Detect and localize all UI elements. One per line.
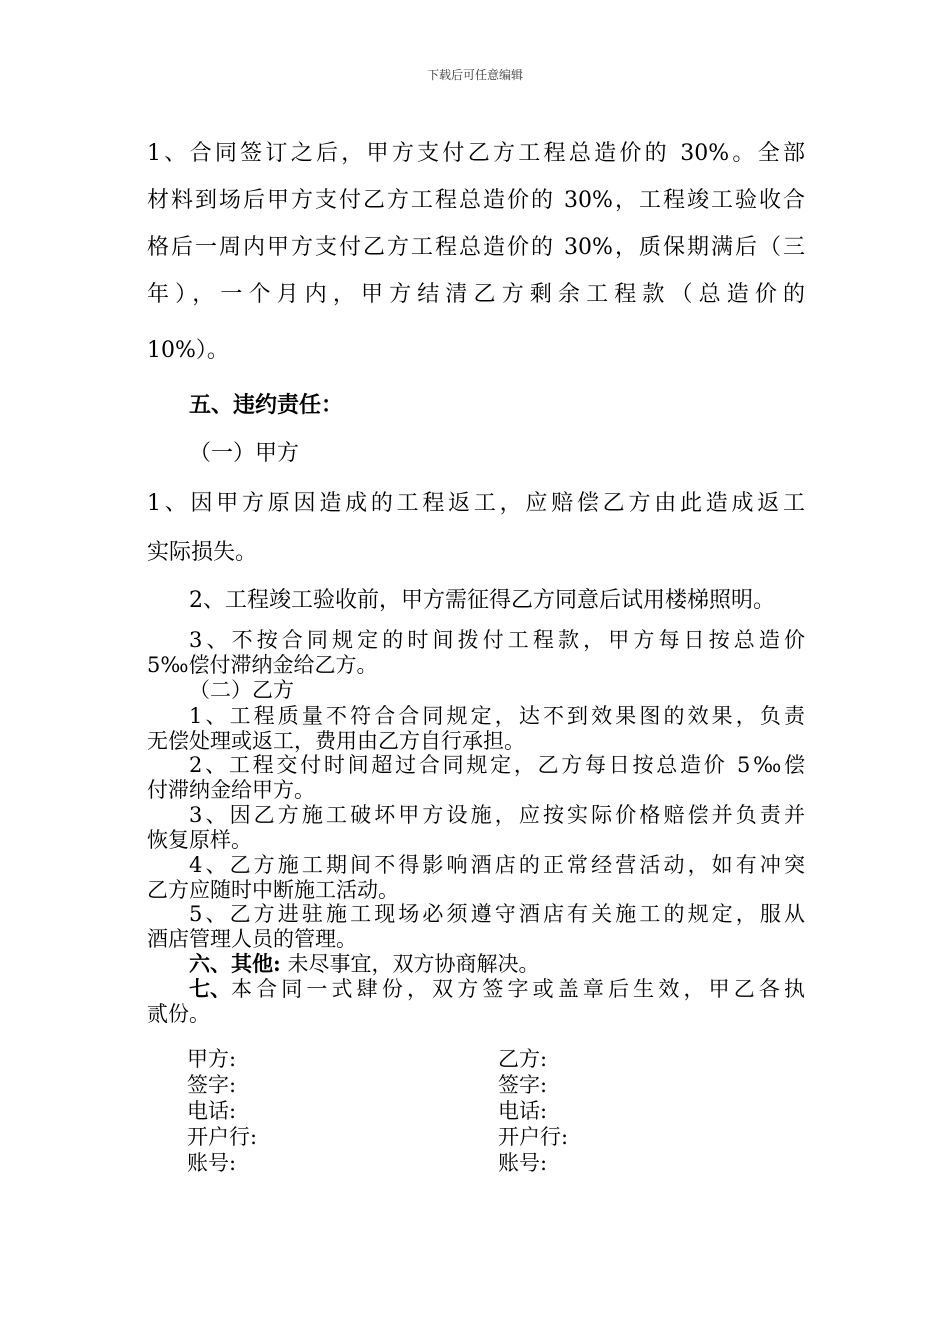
party-b-item1-line1: 1、工程质量不符合合同规定，达不到效果图的效果，负责 (189, 704, 805, 728)
section-7-text-1: 本合同一式肆份，双方签字或盖章后生效，甲乙各执 (231, 977, 805, 1001)
party-a-account-label: 账号: (187, 1151, 237, 1175)
party-a-item1-line2: 实际损失。 (147, 540, 258, 565)
party-b-account-label: 账号: (498, 1151, 548, 1175)
party-a-sign-label: 签字: (187, 1073, 237, 1097)
party-a-item2: 2、工程竣工验收前，甲方需征得乙方同意后试用楼梯照明。 (189, 588, 775, 613)
party-a-bank-label: 开户行: (187, 1125, 258, 1149)
party-a-sig-label: 甲方: (187, 1047, 237, 1071)
party-a-heading: （一）甲方 (189, 441, 300, 466)
section-7-line2: 贰份。 (147, 1002, 210, 1026)
section-7-title: 七、 (189, 976, 231, 1001)
party-b-item1-line2: 无偿处理或返工，费用由乙方自行承担。 (147, 729, 525, 753)
party-b-item5-line1: 5、乙方进驻施工现场必须遵守酒店有关施工的规定，服从 (189, 902, 805, 926)
payment-line-3: 格后一周内甲方支付乙方工程总造价的 30%，质保期满后（三 (147, 235, 805, 260)
party-a-item3-line1: 3、不按合同规定的时间拨付工程款，甲方每日按总造价 (189, 628, 805, 652)
payment-line-1: 1、合同签订之后，甲方支付乙方工程总造价的 30%。全部 (147, 141, 805, 166)
party-b-item3-line1: 3、因乙方施工破坏甲方设施，应按实际价格赔偿并负责并 (189, 803, 805, 827)
party-b-heading: （二）乙方 (189, 678, 294, 702)
payment-line-2: 材料到场后甲方支付乙方工程总造价的 30%，工程竣工验收合 (147, 188, 805, 213)
payment-line-5: 10%）。 (147, 338, 229, 363)
party-b-item4-line1: 4、乙方施工期间不得影响酒店的正常经营活动，如有冲突 (189, 853, 805, 877)
download-note: 下载后可任意编辑 (426, 68, 523, 82)
party-b-item2-line2: 付滞纳金给甲方。 (147, 778, 315, 802)
party-b-bank-label: 开户行: (498, 1125, 569, 1149)
party-a-signature-block (187, 1046, 257, 1176)
section-7-line1 (189, 973, 805, 1003)
payment-line-4: 年），一个月内，甲方结清乙方剩余工程款（总造价的 (147, 282, 805, 307)
section-6-title: 六、其他: (189, 951, 281, 976)
party-b-item4-line2: 乙方应随时中断施工活动。 (147, 878, 399, 902)
party-b-item3-line2: 恢复原样。 (147, 828, 252, 852)
party-b-item2-line1: 2、工程交付时间超过合同规定，乙方每日按总造价 5‰偿 (189, 753, 805, 777)
party-a-item1-line1: 1、因甲方原因造成的工程返工，应赔偿乙方由此造成返工 (147, 491, 805, 516)
section-6-text: 未尽事宜，双方协商解决。 (287, 952, 540, 976)
party-a-phone-label: 电话: (187, 1099, 237, 1123)
party-b-sign-label: 签字: (498, 1073, 548, 1097)
party-b-sig-label: 乙方: (498, 1047, 548, 1071)
section-5-title: 五、违约责任： (189, 392, 344, 418)
party-b-item5-line2: 酒店管理人员的管理。 (147, 927, 357, 951)
party-b-phone-label: 电话: (498, 1099, 548, 1123)
party-b-signature-block (498, 1046, 568, 1176)
party-a-item3-line2: 5‰偿付滞纳金给乙方。 (147, 653, 378, 677)
